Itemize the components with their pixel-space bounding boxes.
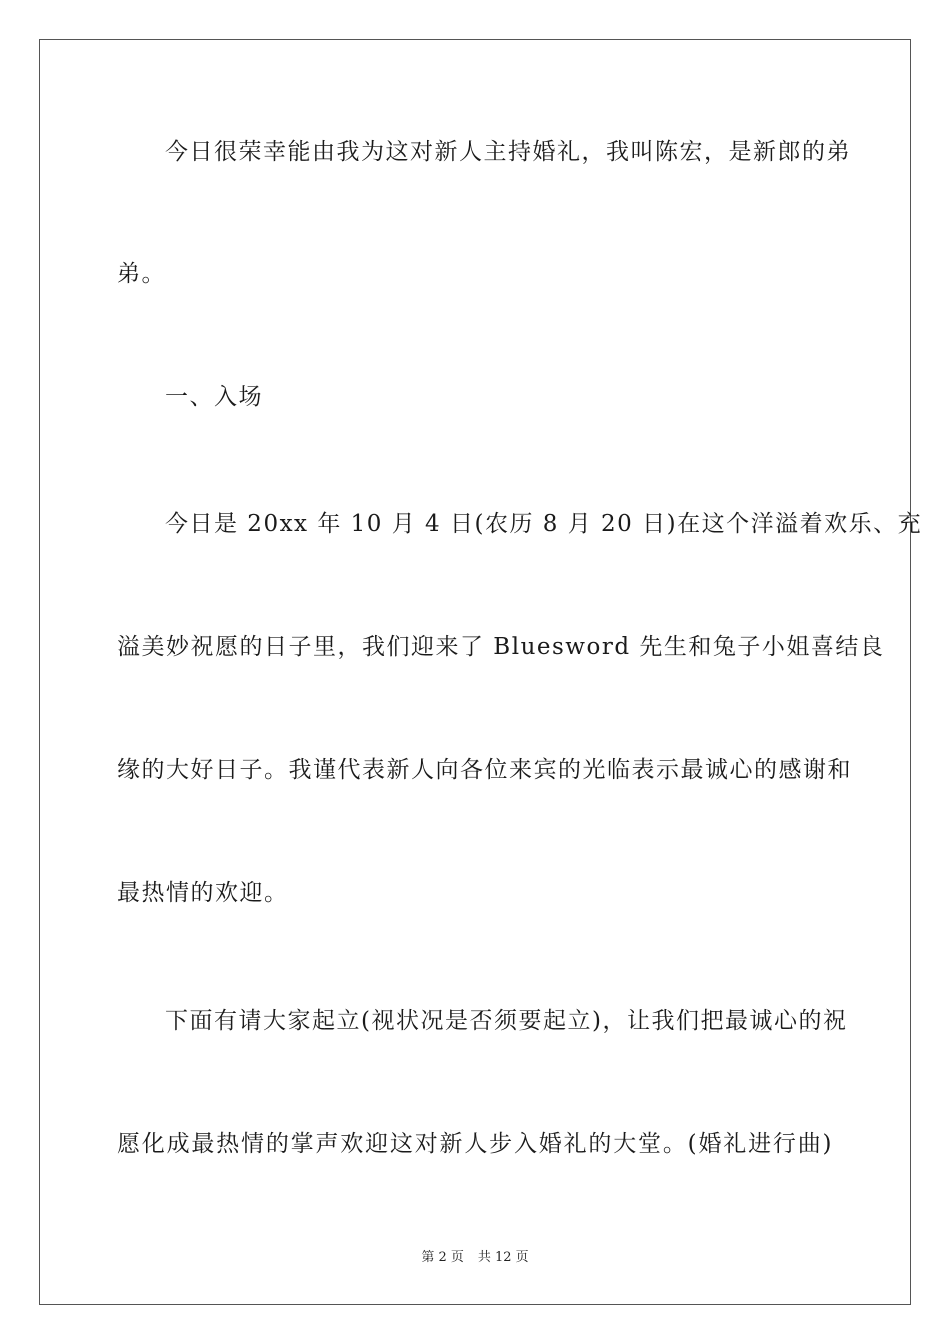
paragraph-line: 缘的大好日子。我谨代表新人向各位来宾的光临表示最诚心的感谢和 <box>117 757 852 783</box>
page-total: 共 12 页 <box>477 1250 529 1265</box>
page-number: 第 2 页 <box>421 1250 464 1265</box>
page-footer <box>0 1246 950 1265</box>
paragraph-line: 最热情的欢迎。 <box>117 880 289 906</box>
paragraph-line: 愿化成最热情的掌声欢迎这对新人步入婚礼的大堂。(婚礼进行曲) <box>117 1131 833 1157</box>
paragraph-line: 弟。 <box>117 261 166 287</box>
page-border <box>39 39 923 1305</box>
paragraph-line: 今日很荣幸能由我为这对新人主持婚礼，我叫陈宏，是新郎的弟 <box>165 139 851 165</box>
section-heading: 一、入场 <box>165 384 263 410</box>
paragraph-line: 今日是 20xx 年 10 月 4 日(农历 8 月 20 日)在这个洋溢着欢乐、充 <box>165 511 923 537</box>
paragraph-line: 下面有请大家起立(视状况是否须要起立)，让我们把最诚心的祝 <box>165 1008 848 1034</box>
paragraph-line: 溢美妙祝愿的日子里，我们迎来了 Bluesword 先生和兔子小姐喜结良 <box>117 634 885 660</box>
